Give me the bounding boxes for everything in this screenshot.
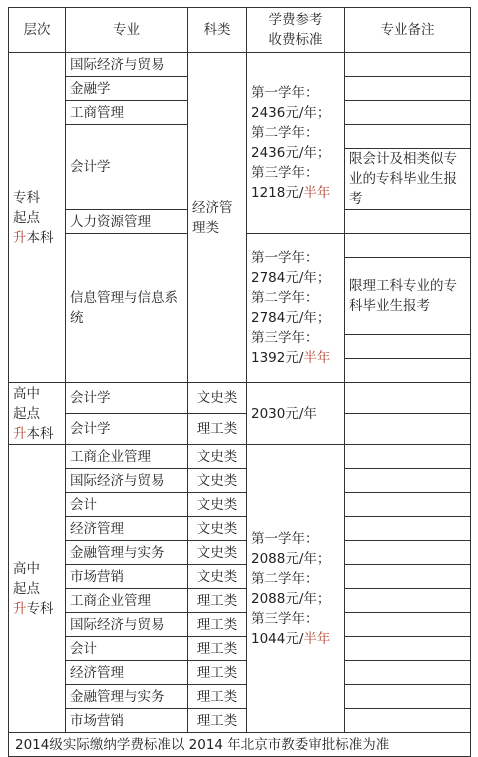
remark-cell xyxy=(345,414,471,445)
table-row xyxy=(9,589,471,613)
fee-line: 2784元/年； xyxy=(251,310,331,326)
fee-line: 第三学年： xyxy=(251,610,319,627)
level-text-tail: 专科 xyxy=(26,600,54,617)
fee-line: 2784元/年； xyxy=(251,270,331,286)
table-row xyxy=(9,565,471,589)
header-fee-line1: 学费参考 xyxy=(268,12,323,28)
remark-cell xyxy=(345,234,471,258)
major-cell: 工商企业管理 xyxy=(66,445,188,469)
remark-cell xyxy=(345,637,471,661)
remark-cell xyxy=(345,517,471,541)
fee-cell-group2: 2030元/年 xyxy=(247,383,345,445)
header-major: 专业 xyxy=(66,8,188,53)
major-cell: 经济管理 xyxy=(66,661,188,685)
level-cell-group1 xyxy=(9,53,66,383)
major-cell: 会计学 xyxy=(66,125,188,210)
table-row xyxy=(9,661,471,685)
remark-cell xyxy=(345,589,471,613)
level-cell-group3 xyxy=(9,445,66,733)
header-remark: 专业备注 xyxy=(345,8,471,53)
level-text-tail: 本科 xyxy=(26,425,54,442)
major-cell: 信息管理与信息系统 xyxy=(66,234,188,383)
level-text xyxy=(13,424,61,444)
table-row xyxy=(9,517,471,541)
category-cell: 理工类 xyxy=(188,661,247,685)
major-cell: 工商企业管理 xyxy=(66,589,188,613)
remark-cell xyxy=(345,685,471,709)
category-cell: 文史类 xyxy=(188,445,247,469)
footer-note: 2014级实际缴纳学费标准以 2014 年北京市教委审批标准为准 xyxy=(9,733,471,757)
fee-line: 第二学年： xyxy=(251,290,319,306)
header-fee xyxy=(247,8,345,53)
footer-row xyxy=(9,733,471,757)
major-cell: 金融管理与实务 xyxy=(66,541,188,565)
major-cell: 国际经济与贸易 xyxy=(66,469,188,493)
remark-cell xyxy=(345,469,471,493)
remark-cell-group1b: 限理工科专业的专科毕业生报考 xyxy=(345,258,471,335)
major-cell: 人力资源管理 xyxy=(66,210,188,234)
table-row xyxy=(9,709,471,733)
remark-cell xyxy=(345,383,471,414)
category-cell: 文史类 xyxy=(188,517,247,541)
remark-cell-group1a: 限会计及相类似专业的专科毕业生报考 xyxy=(345,149,471,210)
remark-cell xyxy=(345,493,471,517)
level-text xyxy=(13,228,61,248)
fee-line xyxy=(251,629,340,649)
fee-amount: 1392元/ xyxy=(251,350,304,366)
remark-cell xyxy=(345,613,471,637)
table-row xyxy=(9,493,471,517)
major-cell: 金融管理与实务 xyxy=(66,685,188,709)
category-cell: 理工类 xyxy=(188,685,247,709)
level-text: 起点 xyxy=(13,209,40,226)
fee-cell-group3 xyxy=(247,445,345,733)
major-cell: 会计 xyxy=(66,493,188,517)
category-cell: 文史类 xyxy=(188,469,247,493)
tuition-table xyxy=(8,7,471,757)
major-cell: 经济管理 xyxy=(66,517,188,541)
category-cell: 文史类 xyxy=(188,493,247,517)
level-text: 起点 xyxy=(13,580,40,597)
fee-line: 第一学年： xyxy=(251,250,319,266)
table-row xyxy=(9,469,471,493)
table-row xyxy=(9,541,471,565)
major-cell: 会计学 xyxy=(66,383,188,414)
fee-line: 2088元/年； xyxy=(251,550,331,567)
category-cell: 理工类 xyxy=(188,414,247,445)
level-text: 起点 xyxy=(13,405,40,422)
fee-line: 第一学年： xyxy=(251,530,319,547)
table-row xyxy=(9,445,471,469)
fee-unit-highlight: 半年 xyxy=(303,350,331,366)
remark-cell xyxy=(345,210,471,234)
level-cell-group2 xyxy=(9,383,66,445)
remark-cell xyxy=(345,445,471,469)
remark-cell xyxy=(345,565,471,589)
table-row xyxy=(9,637,471,661)
fee-amount: 1044元/ xyxy=(251,630,304,647)
level-highlight: 升 xyxy=(13,425,27,442)
remark-cell xyxy=(345,541,471,565)
major-cell: 工商管理 xyxy=(66,101,188,125)
remark-cell xyxy=(345,661,471,685)
major-cell: 金融学 xyxy=(66,77,188,101)
header-category: 科类 xyxy=(188,8,247,53)
category-cell-group1: 经济管理类 xyxy=(188,53,247,383)
fee-line: 2436元/年； xyxy=(251,105,331,121)
category-cell: 文史类 xyxy=(188,541,247,565)
fee-line: 第三学年： xyxy=(251,165,319,181)
fee-line xyxy=(251,183,340,203)
level-highlight: 升 xyxy=(13,229,27,246)
fee-line: 2088元/年； xyxy=(251,590,331,607)
level-text: 专科 xyxy=(13,189,40,206)
major-cell: 会计 xyxy=(66,637,188,661)
category-cell: 文史类 xyxy=(188,565,247,589)
major-cell: 市场营销 xyxy=(66,565,188,589)
fee-unit-highlight: 半年 xyxy=(303,630,331,647)
table-row xyxy=(9,685,471,709)
table-row xyxy=(9,53,471,77)
fee-line: 第二学年： xyxy=(251,125,319,141)
fee-line: 第二学年： xyxy=(251,570,319,587)
header-level: 层次 xyxy=(9,8,66,53)
fee-amount: 1218元/ xyxy=(251,185,304,201)
fee-line xyxy=(251,348,340,368)
level-text: 高中 xyxy=(13,560,40,577)
category-cell: 理工类 xyxy=(188,637,247,661)
category-cell: 理工类 xyxy=(188,613,247,637)
category-cell: 文史类 xyxy=(188,383,247,414)
remark-cell xyxy=(345,359,471,383)
remark-cell xyxy=(345,125,471,149)
table-row xyxy=(9,414,471,445)
major-cell: 会计学 xyxy=(66,414,188,445)
category-cell: 理工类 xyxy=(188,709,247,733)
remark-cell xyxy=(345,335,471,359)
remark-cell xyxy=(345,709,471,733)
header-row xyxy=(9,8,471,53)
fee-line: 第三学年： xyxy=(251,330,319,346)
table-row xyxy=(9,383,471,414)
fee-line: 第一学年： xyxy=(251,85,319,101)
level-highlight: 升 xyxy=(13,600,27,617)
header-fee-line2: 收费标准 xyxy=(268,32,323,48)
major-cell: 市场营销 xyxy=(66,709,188,733)
fee-cell-group1b xyxy=(247,234,345,383)
fee-unit-highlight: 半年 xyxy=(303,185,331,201)
remark-cell xyxy=(345,53,471,77)
remark-cell xyxy=(345,77,471,101)
remark-cell xyxy=(345,101,471,125)
fee-line: 2436元/年； xyxy=(251,145,331,161)
level-text: 高中 xyxy=(13,385,40,402)
level-text xyxy=(13,599,61,619)
category-cell: 理工类 xyxy=(188,589,247,613)
major-cell: 国际经济与贸易 xyxy=(66,613,188,637)
table-row xyxy=(9,613,471,637)
fee-cell-group1a xyxy=(247,53,345,234)
level-text-tail: 本科 xyxy=(26,229,54,246)
major-cell: 国际经济与贸易 xyxy=(66,53,188,77)
